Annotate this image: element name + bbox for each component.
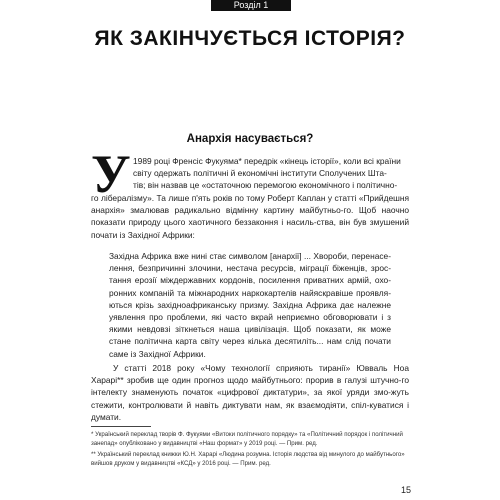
paragraph-1 <box>91 192 409 241</box>
footnote-2: ** Український переклад книжки Ю.Н. Харарі «Людина розумна. Історія людства від минулого до майбутнього» вийшов друком у видавництві «КСД» у 2016 році. — Прим. ред. <box>91 451 405 467</box>
paragraph-line: світу одержать політичні й економічні інститути Сполучених Шта- <box>133 168 387 178</box>
chapter-title: ЯК ЗАКІНЧУЄТЬСЯ ІСТОРІЯ? <box>94 27 406 50</box>
chapter-label: Розділ 1 <box>211 0 291 11</box>
paragraph-2: У статті 2018 року «Чому технології сприяють тиранії» Ювваль Ноа Харарі** зробив ще один прогноз щодо майбутнього: прорив в галузі штучно-го інтелекту знаменують початок «цифрової диктатури», за якої уряди змо-жуть стежити, контролювати й навіть диктувати нам, як взаємодіяти, спіл-куватися і думати. <box>91 363 409 422</box>
block-quote: Західна Африка вже нині стає символом [анархії] ... Хвороби, перенасе-лення, безпричинні злочини, нестача ресурсів, міграції біженців, зрос-тання ерозії міждержавних кордонів, посилення приватних армій, охо-ронних компаній та міжнародних наркокартелів найяскравіше проявля-ються крізь західноафриканську призму. Західна Африка дає належне уявлення про проблеми, які часто вкрай неприємно обговорювати і з якими невдовзі зіткнеться наша цивілізація. Щоб показати, як може стане політична карта світу через кілька десятиліть... нам слід почати саме із Західної Африки. <box>109 251 391 359</box>
paragraph-continuation: «Прийдешня анархія» змалював радикально відмінну картину майбутньо-го. Щоб наочно показати природу цього хаотичного беззаконня і насиль-ства, він був змушений почати із Західної Африки: <box>91 193 409 240</box>
paragraph-line: тів; він назвав це «остаточною перемогою економічного і політично- <box>133 180 398 190</box>
paragraph-line: го лібералізму». Та лише п'ять років по тому Роберт Каплан у статті <box>91 193 357 203</box>
drop-cap: У <box>91 144 131 204</box>
footnotes <box>91 431 409 471</box>
footnote-divider <box>91 426 151 427</box>
section-title: Анархія насувається? <box>186 133 314 145</box>
footnote-1: * Український переклад творів Ф. Фукуями «Витоки політичного порядку» та «Політичний порядок і політичний занепад» опубліковано у видавництві «Наш формат» у 2019 році. — Прим. ред. <box>91 431 403 447</box>
paragraph-line: 1989 році Френсіс Фукуяма* передрік «кінець історії», коли всі країни <box>133 156 401 166</box>
page-number: 15 <box>400 485 411 495</box>
